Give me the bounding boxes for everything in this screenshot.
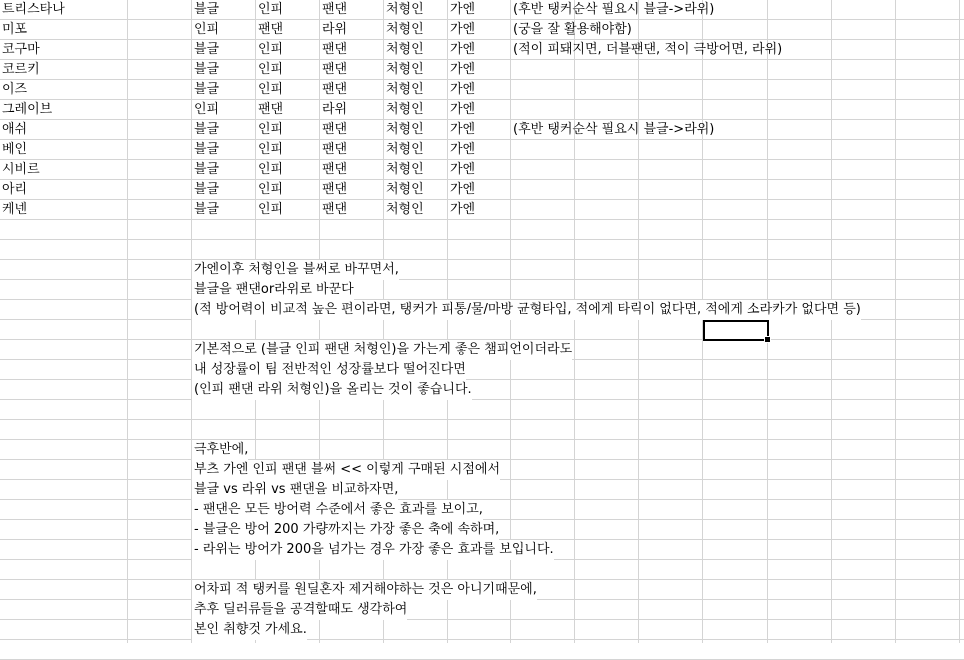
item-cell[interactable]: 팬댄 xyxy=(322,2,348,17)
grid-row xyxy=(0,600,964,620)
item-cell[interactable]: 가엔 xyxy=(450,42,476,57)
item-cell[interactable]: 팬댄 xyxy=(258,22,284,37)
champion-note-cell[interactable]: (궁을 잘 활용해야함) xyxy=(513,22,632,37)
item-cell[interactable]: 가엔 xyxy=(450,162,476,177)
item-cell[interactable]: 처형인 xyxy=(386,82,424,97)
champion-name-cell[interactable]: 그레이브 xyxy=(2,102,53,117)
grid-row xyxy=(0,260,964,280)
champion-name-cell[interactable]: 코르키 xyxy=(2,62,40,77)
item-cell[interactable]: 인피 xyxy=(194,102,220,117)
grid-row xyxy=(0,220,964,240)
note-cell[interactable]: 추후 딜러류들을 공격할때도 생각하여 xyxy=(192,600,407,620)
item-cell[interactable]: 팬댄 xyxy=(322,42,348,57)
item-cell[interactable]: 가엔 xyxy=(450,122,476,137)
note-cell[interactable]: 기본적으로 (블글 인피 팬댄 처형인)을 가는게 좋은 챔피언이더라도 xyxy=(192,340,572,360)
item-cell[interactable]: 처형인 xyxy=(386,62,424,77)
item-cell[interactable]: 인피 xyxy=(194,22,220,37)
note-cell[interactable]: 극후반에, xyxy=(192,440,248,460)
item-cell[interactable]: 처형인 xyxy=(386,122,424,137)
item-cell[interactable]: 가엔 xyxy=(450,62,476,77)
note-cell[interactable]: 가엔이후 처형인을 블써로 바꾸면서, xyxy=(192,260,399,280)
item-cell[interactable]: 팬댄 xyxy=(322,142,348,157)
item-cell[interactable]: 가엔 xyxy=(450,182,476,197)
item-cell[interactable]: 처형인 xyxy=(386,162,424,177)
champion-name-cell[interactable]: 시비르 xyxy=(2,162,40,177)
item-cell[interactable]: 인피 xyxy=(258,122,284,137)
item-cell[interactable]: 처형인 xyxy=(386,22,424,37)
grid-row xyxy=(0,640,964,660)
item-cell[interactable]: 처형인 xyxy=(386,42,424,57)
item-cell[interactable]: 블글 xyxy=(194,142,220,157)
item-cell[interactable]: 처형인 xyxy=(386,102,424,117)
selected-cell[interactable] xyxy=(703,320,769,341)
note-cell[interactable]: (인피 팬댄 라위 처형인)을 올리는 것이 좋습니다. xyxy=(192,380,472,400)
item-cell[interactable]: 팬댄 xyxy=(322,202,348,217)
grid-row xyxy=(0,420,964,440)
item-cell[interactable]: 라위 xyxy=(322,22,348,37)
grid-row xyxy=(0,440,964,460)
item-cell[interactable]: 블글 xyxy=(194,122,220,137)
champion-name-cell[interactable]: 애쉬 xyxy=(2,122,28,137)
item-cell[interactable]: 인피 xyxy=(258,82,284,97)
item-cell[interactable]: 가엔 xyxy=(450,22,476,37)
grid-row xyxy=(0,320,964,340)
champion-note-cell[interactable]: (후반 탱커순삭 필요시 블글->라위) xyxy=(513,2,715,17)
note-cell[interactable]: - 라위는 방어가 200을 넘가는 경우 가장 좋은 효과를 보입니다. xyxy=(192,540,554,560)
note-cell[interactable]: - 블글은 방어 200 가량까지는 가장 좋은 축에 속하며, xyxy=(192,520,499,540)
item-cell[interactable]: 블글 xyxy=(194,162,220,177)
champion-name-cell[interactable]: 이즈 xyxy=(2,82,28,97)
grid-row xyxy=(0,360,964,380)
item-cell[interactable]: 처형인 xyxy=(386,182,424,197)
item-cell[interactable]: 팬댄 xyxy=(258,102,284,117)
item-cell[interactable]: 가엔 xyxy=(450,202,476,217)
item-cell[interactable]: 가엔 xyxy=(450,82,476,97)
item-cell[interactable]: 인피 xyxy=(258,182,284,197)
grid-row xyxy=(0,620,964,640)
item-cell[interactable]: 가엔 xyxy=(450,102,476,117)
note-cell[interactable]: 블글을 팬댄or라위로 바꾼다 xyxy=(192,280,354,300)
champion-note-cell[interactable]: (적이 피돼지면, 더블팬댄, 적이 극방어면, 라위) xyxy=(513,42,783,57)
item-cell[interactable]: 블글 xyxy=(194,2,220,17)
grid-row xyxy=(0,480,964,500)
champion-name-cell[interactable]: 트리스타나 xyxy=(2,2,65,17)
grid-column-line xyxy=(895,0,896,643)
item-cell[interactable]: 가엔 xyxy=(450,142,476,157)
grid-row xyxy=(0,240,964,260)
item-cell[interactable]: 팬댄 xyxy=(322,82,348,97)
item-cell[interactable]: 인피 xyxy=(258,2,284,17)
item-cell[interactable]: 인피 xyxy=(258,162,284,177)
note-cell[interactable]: 본인 취향것 가세요. xyxy=(192,620,307,640)
item-cell[interactable]: 인피 xyxy=(258,42,284,57)
fill-handle[interactable] xyxy=(764,336,771,343)
item-cell[interactable]: 팬댄 xyxy=(322,122,348,137)
grid-row xyxy=(0,380,964,400)
champion-name-cell[interactable]: 베인 xyxy=(2,142,28,157)
grid-column-line xyxy=(959,0,960,643)
item-cell[interactable]: 블글 xyxy=(194,202,220,217)
champion-note-cell[interactable]: (후반 탱커순삭 필요시 블글->라위) xyxy=(513,122,715,137)
note-cell[interactable]: (적 방어력이 비교적 높은 편이라면, 탱커가 피통/물/마방 균형타입, 적에게 타릭이 없다면, 적에게 소라카가 없다면 등) xyxy=(192,300,861,320)
item-cell[interactable]: 팬댄 xyxy=(322,162,348,177)
item-cell[interactable]: 처형인 xyxy=(386,142,424,157)
item-cell[interactable]: 인피 xyxy=(258,142,284,157)
grid-row xyxy=(0,400,964,420)
grid-row xyxy=(0,560,964,580)
item-cell[interactable]: 블글 xyxy=(194,62,220,77)
item-cell[interactable]: 처형인 xyxy=(386,202,424,217)
grid-column-line xyxy=(638,0,639,643)
item-cell[interactable]: 인피 xyxy=(258,202,284,217)
grid-column-line xyxy=(574,0,575,643)
note-cell[interactable]: 부츠 가엔 인피 팬댄 블써 << 이렇게 구매된 시점에서 xyxy=(192,460,500,480)
item-cell[interactable]: 팬댄 xyxy=(322,182,348,197)
champion-name-cell[interactable]: 미포 xyxy=(2,22,28,37)
note-cell[interactable]: 내 성장률이 팀 전반적인 성장률보다 떨어진다면 xyxy=(192,360,466,380)
note-cell[interactable]: 어차피 적 탱커를 원딜혼자 제거해야하는 것은 아니기때문에, xyxy=(192,580,537,600)
grid-column-line xyxy=(831,0,832,643)
item-cell[interactable]: 블글 xyxy=(194,42,220,57)
item-cell[interactable]: 블글 xyxy=(194,82,220,97)
item-cell[interactable]: 처형인 xyxy=(386,2,424,17)
note-cell[interactable]: 블글 vs 라위 vs 팬댄을 비교하자면, xyxy=(192,480,398,500)
item-cell[interactable]: 가엔 xyxy=(450,2,476,17)
champion-name-cell[interactable]: 아리 xyxy=(2,182,28,197)
item-cell[interactable]: 라위 xyxy=(322,102,348,117)
note-cell[interactable]: - 팬댄은 모든 방어력 수준에서 좋은 효과를 보이고, xyxy=(192,500,483,520)
champion-name-cell[interactable]: 코구마 xyxy=(2,42,40,57)
champion-name-cell[interactable]: 케넨 xyxy=(2,202,28,217)
grid-row xyxy=(0,280,964,300)
item-cell[interactable]: 인피 xyxy=(258,62,284,77)
item-cell[interactable]: 블글 xyxy=(194,182,220,197)
item-cell[interactable]: 팬댄 xyxy=(322,62,348,77)
